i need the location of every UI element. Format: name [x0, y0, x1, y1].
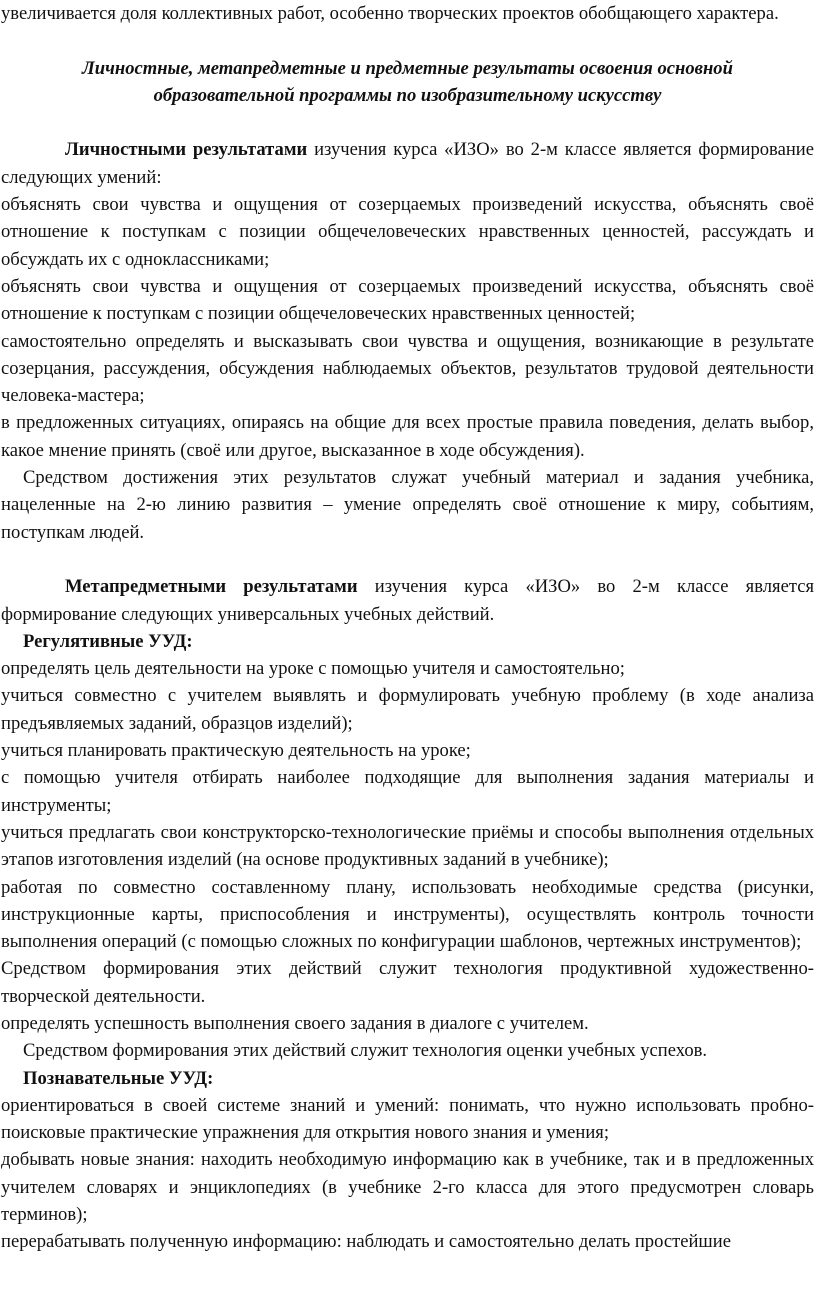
personal-item: объяснять свои чувства и ощущения от созерцаемых произведений искусства, объяснять своё отношение к поступкам с позиции общечеловеческих нравственных ценностей;: [1, 275, 814, 325]
regulative-item: определять цель деятельности на уроке с помощью учителя и самостоятельно;: [1, 658, 625, 680]
personal-results-lead: [1, 136, 814, 191]
intro-paragraph: увеличивается доля коллективных работ, особенно творческих проектов обобщающего характера.: [1, 3, 779, 24]
regulative-item: с помощью учителя отбирать наиболее подходящие для выполнения задания материалы и инструменты;: [1, 767, 814, 816]
section-heading-line-2: образовательной программы по изобразительному искусству: [153, 84, 662, 106]
personal-item: в предложенных ситуациях, опираясь на общие для всех простые правила поведения, делать выбор, какое мнение принять (своё или другое, высказанное в ходе обсуждения).: [1, 412, 814, 461]
section-heading-line-1: Личностные, метапредметные и предметные результаты освоения основной: [82, 57, 733, 79]
personal-results-lead-text: изучения курса «ИЗО» во 2-м классе является формирование следующих умений:: [1, 139, 814, 188]
regulative-means: Средством формирования этих действий служит технология оценки учебных успехов.: [23, 1040, 708, 1062]
cognitive-item: ориентироваться в своей системе знаний и умений: понимать, что нужно использовать пробно-поисковые практические упражнения для открытия нового знания и умения;: [1, 1094, 814, 1144]
regulative-item: Средством формирования этих действий служит технология продуктивной художественно-творческой деятельности.: [1, 958, 814, 1007]
personal-item: самостоятельно определять и высказывать свои чувства и ощущения, возникающие в результате созерцания, рассуждения, обсуждения наблюдаемых объектов, результатов трудовой деятельности человека-мастера;: [1, 330, 814, 407]
meta-results-lead-text: изучения курса «ИЗО» во 2-м классе является формирование следующих универсальных учебных действий.: [1, 576, 814, 625]
regulative-item: учиться планировать практическую деятельность на уроке;: [1, 740, 471, 762]
cognitive-item: добывать новые знания: находить необходимую информацию как в учебнике, так и в предложенных учителем словарях и энциклопедиях (в учебнике 2-го класса для этого предусмотрен словарь терминов);: [1, 1149, 814, 1226]
personal-item: объяснять свои чувства и ощущения от созерцаемых произведений искусства, объяснять своё отношение к поступкам с позиции общечеловеческих нравственных ценностей, рассуждать и обсуждать их с одноклассниками;: [1, 194, 814, 270]
regulative-item: определять успешность выполнения своего задания в диалоге с учителем.: [1, 1012, 589, 1034]
spacer: [1, 109, 814, 136]
regulative-item: учиться предлагать свои конструкторско-технологические приёмы и способы выполнения отдельных этапов изготовления изделий (на основе продуктивных заданий в учебнике);: [1, 821, 814, 871]
personal-means: Средством достижения этих результатов служат учебный материал и задания учебника, нацеленные на 2-ю линию развития – умение определять своё отношение к миру, событиям, поступкам людей.: [1, 467, 814, 543]
meta-results-term: Метапредметными результатами: [65, 576, 358, 598]
regulative-title: Регулятивные УУД:: [23, 630, 193, 652]
personal-results-term: Личностными результатами: [65, 139, 308, 161]
cognitive-title: Познавательные УУД:: [23, 1067, 214, 1089]
meta-results-lead: [1, 573, 814, 628]
spacer: [1, 27, 814, 54]
regulative-item: учиться совместно с учителем выявлять и формулировать учебную проблему (в ходе анализа предъявляемых заданий, образцов изделий);: [1, 685, 814, 734]
spacer: [1, 546, 814, 573]
cognitive-item: перерабатывать полученную информацию: наблюдать и самостоятельно делать простейшие: [1, 1231, 731, 1253]
regulative-item: работая по совместно составленному плану, использовать необходимые средства (рисунки, инструкционные карты, приспособления и инструменты), осуществлять контроль точности выполнения операций (с помощью сложных по конфигурации шаблонов, чертежных инструментов);: [1, 876, 814, 953]
